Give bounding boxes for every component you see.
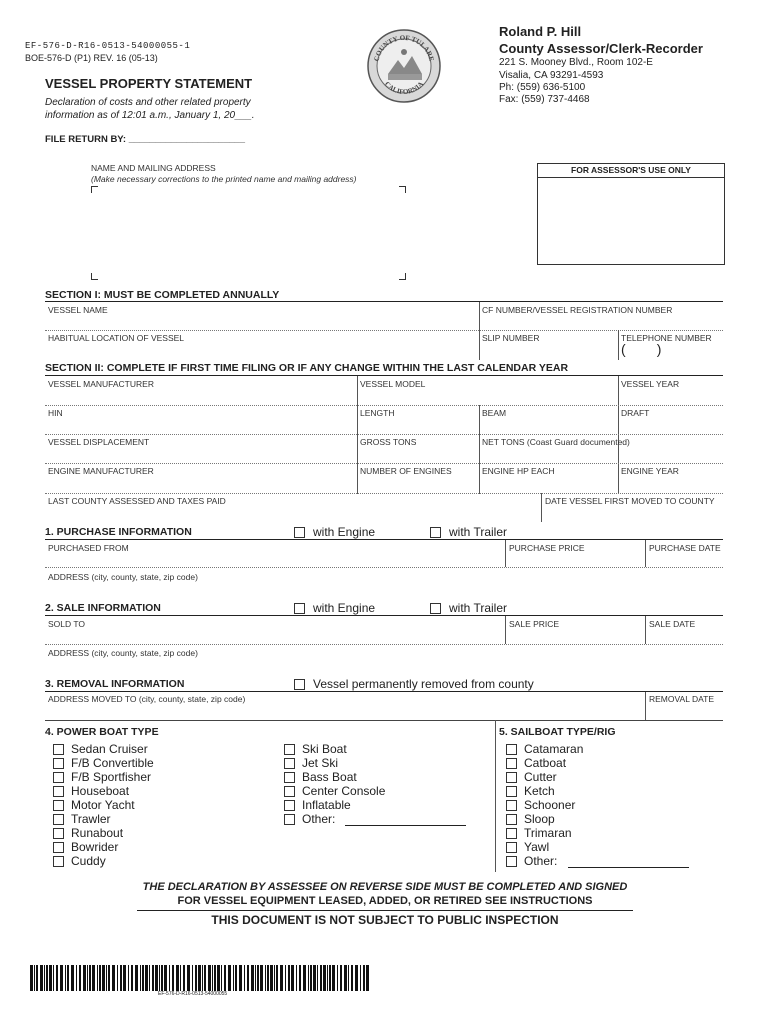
power-boat-b-label-2: Bass Boat bbox=[302, 770, 357, 784]
form-title: VESSEL PROPERTY STATEMENT bbox=[45, 76, 253, 91]
assessor-fax: Fax: (559) 737-4468 bbox=[499, 94, 590, 105]
draft-field[interactable] bbox=[621, 419, 723, 433]
boat-type-divider bbox=[495, 720, 496, 872]
form-code: EF-576-D-R16-0513-54000055-1 bbox=[25, 41, 191, 51]
vessel-name-field[interactable] bbox=[48, 316, 477, 330]
sold-to-field[interactable] bbox=[48, 630, 504, 643]
seal-top-text: COUNTY OF TULARE bbox=[372, 33, 436, 63]
moved-to-field[interactable] bbox=[48, 705, 644, 718]
purchase-date-field[interactable] bbox=[649, 553, 723, 566]
removal-title: 3. REMOVAL INFORMATION bbox=[45, 678, 185, 690]
moved-to-label: ADDRESS MOVED TO (city, county, state, zip code) bbox=[48, 694, 246, 704]
assessor-address-2: Visalia, CA 93291-4593 bbox=[499, 70, 604, 81]
power-boat-b-label-1: Jet Ski bbox=[302, 756, 339, 770]
purchase-with-engine-checkbox[interactable] bbox=[294, 527, 305, 538]
engine-year-label: ENGINE YEAR bbox=[621, 466, 679, 476]
sailboat-checkbox-4[interactable] bbox=[506, 800, 517, 811]
engine-hp-field[interactable] bbox=[482, 477, 618, 491]
sale-divider-b bbox=[645, 616, 646, 644]
sale-with-trailer-label: with Trailer bbox=[449, 601, 508, 615]
removal-rule bbox=[45, 691, 723, 692]
power-boat-a-checkbox-4[interactable] bbox=[53, 800, 64, 811]
assessor-name: Roland P. Hill bbox=[499, 24, 582, 39]
removed-from-county-checkbox[interactable] bbox=[294, 679, 305, 690]
section-2-row-1-rule bbox=[45, 405, 723, 406]
section-2-divider-a bbox=[357, 376, 358, 494]
purchase-divider-b bbox=[645, 540, 646, 567]
telephone-parens: ( ) bbox=[621, 341, 662, 357]
power-boat-a-checkbox-0[interactable] bbox=[53, 744, 64, 755]
section-1-row-rule bbox=[45, 330, 723, 331]
form-subtitle-2: information as of 12:01 a.m., January 1, 20___. bbox=[45, 110, 255, 121]
sale-with-trailer-checkbox[interactable] bbox=[430, 603, 441, 614]
removal-divider bbox=[645, 692, 646, 720]
purchase-address-label: ADDRESS (city, county, state, zip code) bbox=[48, 572, 198, 582]
engine-manufacturer-label: ENGINE MANUFACTURER bbox=[48, 466, 154, 476]
length-label: LENGTH bbox=[360, 408, 395, 418]
sailboat-checkbox-0[interactable] bbox=[506, 744, 517, 755]
section-2-divider-b bbox=[479, 405, 480, 494]
sailboat-other-line bbox=[568, 867, 689, 868]
sold-to-label: SOLD TO bbox=[48, 619, 86, 629]
number-of-engines-label: NUMBER OF ENGINES bbox=[360, 466, 452, 476]
sailboat-label-4: Schooner bbox=[524, 798, 576, 812]
purchase-price-field[interactable] bbox=[509, 553, 645, 566]
last-county-label: LAST COUNTY ASSESSED AND TAXES PAID bbox=[48, 496, 226, 506]
sale-price-field[interactable] bbox=[509, 630, 645, 643]
net-tons-label: NET TONS (Coast Guard documented) bbox=[482, 437, 630, 447]
mailing-address-field[interactable] bbox=[100, 190, 394, 268]
power-boat-b-label-4: Inflatable bbox=[302, 798, 351, 812]
sailboat-label-0: Catamaran bbox=[524, 742, 584, 756]
power-boat-a-checkbox-3[interactable] bbox=[53, 786, 64, 797]
mailing-address-note: (Make necessary corrections to the printed name and mailing address) bbox=[91, 174, 357, 184]
mailing-corner-bl bbox=[91, 273, 98, 280]
power-boat-b-label-0: Ski Boat bbox=[302, 742, 347, 756]
power-boat-a-label-6: Runabout bbox=[71, 826, 124, 840]
manufacturer-label: VESSEL MANUFACTURER bbox=[48, 379, 154, 389]
assessor-phone: Ph: (559) 636-5100 bbox=[499, 82, 586, 93]
sale-price-label: SALE PRICE bbox=[509, 619, 560, 629]
sale-date-label: SALE DATE bbox=[649, 619, 696, 629]
sale-address-field[interactable] bbox=[48, 659, 722, 672]
sailboat-title: 5. SAILBOAT TYPE/RIG bbox=[499, 726, 616, 738]
mailing-address-label: NAME AND MAILING ADDRESS bbox=[91, 163, 216, 173]
footer-public-inspection: THIS DOCUMENT IS NOT SUBJECT TO PUBLIC INSPECTION bbox=[211, 913, 559, 927]
engine-manufacturer-field[interactable] bbox=[48, 477, 357, 491]
purchased-from-label: PURCHASED FROM bbox=[48, 543, 129, 553]
gross-tons-field[interactable] bbox=[360, 448, 479, 462]
slip-number-label: SLIP NUMBER bbox=[482, 333, 540, 343]
vessel-year-field[interactable] bbox=[621, 390, 723, 404]
sailboat-checkbox-2[interactable] bbox=[506, 772, 517, 783]
sale-date-field[interactable] bbox=[649, 630, 723, 643]
power-boat-a-checkbox-7[interactable] bbox=[53, 842, 64, 853]
sailboat-label-8: Other: bbox=[524, 854, 558, 868]
county-seal-icon bbox=[366, 28, 442, 104]
power-boat-a-checkbox-8[interactable] bbox=[53, 856, 64, 867]
mailing-corner-tr bbox=[399, 186, 406, 193]
sale-title: 2. SALE INFORMATION bbox=[45, 602, 161, 614]
assessor-use-label: FOR ASSESSOR'S USE ONLY bbox=[538, 164, 724, 178]
section-2-divider-d bbox=[541, 493, 542, 522]
power-boat-a-checkbox-2[interactable] bbox=[53, 772, 64, 783]
power-boat-title: 4. POWER BOAT TYPE bbox=[45, 726, 159, 738]
model-label: VESSEL MODEL bbox=[360, 379, 426, 389]
purchase-divider-a bbox=[505, 540, 506, 567]
power-boat-a-label-5: Trawler bbox=[71, 812, 111, 826]
power-boat-a-checkbox-6[interactable] bbox=[53, 828, 64, 839]
power-boat-a-label-7: Bowrider bbox=[71, 840, 119, 854]
purchase-date-label: PURCHASE DATE bbox=[649, 543, 721, 553]
draft-label: DRAFT bbox=[621, 408, 650, 418]
section-2-row-3-rule bbox=[45, 463, 723, 464]
removed-from-county-label: Vessel permanently removed from county bbox=[313, 677, 534, 691]
sale-rule bbox=[45, 615, 723, 616]
power-boat-a-label-3: Houseboat bbox=[71, 784, 130, 798]
sale-row-rule bbox=[45, 644, 723, 645]
sale-with-engine-checkbox[interactable] bbox=[294, 603, 305, 614]
section-1-divider-a bbox=[479, 302, 480, 360]
power-boat-b-label-5: Other: bbox=[302, 812, 336, 826]
form-subtitle-1: Declaration of costs and other related property bbox=[45, 97, 251, 108]
sailboat-checkbox-6[interactable] bbox=[506, 828, 517, 839]
purchase-with-trailer-checkbox[interactable] bbox=[430, 527, 441, 538]
purchase-rule bbox=[45, 539, 723, 540]
section-2-title: SECTION II: COMPLETE IF FIRST TIME FILING OR IF ANY CHANGE WITHIN THE LAST CALENDAR YEAR bbox=[45, 362, 569, 374]
sailboat-label-6: Trimaran bbox=[524, 826, 572, 840]
beam-label: BEAM bbox=[482, 408, 507, 418]
power-boat-a-checkbox-1[interactable] bbox=[53, 758, 64, 769]
assessor-use-box bbox=[537, 163, 725, 265]
power-boat-b-checkbox-1[interactable] bbox=[284, 758, 295, 769]
vessel-year-label: VESSEL YEAR bbox=[621, 379, 680, 389]
sailboat-checkbox-1[interactable] bbox=[506, 758, 517, 769]
manufacturer-field[interactable] bbox=[48, 390, 357, 404]
footer-instructions: FOR VESSEL EQUIPMENT LEASED, ADDED, OR RETIRED SEE INSTRUCTIONS bbox=[177, 895, 593, 907]
power-boat-a-label-8: Cuddy bbox=[71, 854, 106, 868]
power-boat-b-checkbox-5[interactable] bbox=[284, 814, 295, 825]
habitual-location-label: HABITUAL LOCATION OF VESSEL bbox=[48, 333, 185, 343]
assessor-title: County Assessor/Clerk-Recorder bbox=[499, 41, 703, 56]
power-boat-b-checkbox-0[interactable] bbox=[284, 744, 295, 755]
power-boat-a-label-4: Motor Yacht bbox=[71, 798, 135, 812]
beam-field[interactable] bbox=[482, 419, 618, 433]
power-boat-b-label-3: Center Console bbox=[302, 784, 386, 798]
section-2-rule bbox=[45, 375, 723, 376]
power-boat-a-label-2: F/B Sportfisher bbox=[71, 770, 152, 784]
number-of-engines-field[interactable] bbox=[360, 477, 479, 491]
engine-hp-label: ENGINE HP EACH bbox=[482, 466, 555, 476]
purchase-row-rule bbox=[45, 567, 723, 568]
engine-year-field[interactable] bbox=[621, 477, 723, 491]
vessel-name-label: VESSEL NAME bbox=[48, 305, 108, 315]
purchase-with-engine-label: with Engine bbox=[313, 525, 376, 539]
telephone-label: TELEPHONE NUMBER bbox=[621, 333, 712, 343]
sailboat-checkbox-3[interactable] bbox=[506, 786, 517, 797]
model-field[interactable] bbox=[360, 390, 618, 404]
assessor-address-1: 221 S. Mooney Blvd., Room 102-E bbox=[499, 57, 653, 68]
removal-date-field[interactable] bbox=[649, 705, 723, 718]
section-1-divider-b bbox=[618, 330, 619, 360]
purchase-price-label: PURCHASE PRICE bbox=[509, 543, 585, 553]
power-boat-a-label-0: Sedan Cruiser bbox=[71, 742, 148, 756]
section-2-row-2-rule bbox=[45, 434, 723, 435]
footer-rule bbox=[137, 910, 633, 911]
sailboat-checkbox-5[interactable] bbox=[506, 814, 517, 825]
power-boat-b-checkbox-2[interactable] bbox=[284, 772, 295, 783]
power-boat-a-checkbox-5[interactable] bbox=[53, 814, 64, 825]
mailing-corner-br bbox=[399, 273, 406, 280]
sailboat-label-3: Ketch bbox=[524, 784, 555, 798]
footer-declaration: THE DECLARATION BY ASSESSEE ON REVERSE SIDE MUST BE COMPLETED AND SIGNED bbox=[142, 881, 628, 893]
displacement-field[interactable] bbox=[48, 448, 357, 462]
form-revision: BOE-576-D (P1) REV. 16 (05-13) bbox=[25, 53, 158, 63]
length-field[interactable] bbox=[360, 419, 479, 433]
sailboat-label-1: Catboat bbox=[524, 756, 567, 770]
section-2-row-4-rule bbox=[45, 493, 723, 494]
purchased-from-field[interactable] bbox=[48, 553, 504, 566]
sale-address-label: ADDRESS (city, county, state, zip code) bbox=[48, 648, 198, 658]
date-moved-label: DATE VESSEL FIRST MOVED TO COUNTY bbox=[545, 496, 715, 506]
displacement-label: VESSEL DISPLACEMENT bbox=[48, 437, 150, 447]
section-1-title: SECTION I: MUST BE COMPLETED ANNUALLY bbox=[45, 289, 280, 301]
file-return-by: FILE RETURN BY: ______________________ bbox=[45, 134, 245, 145]
date-moved-field[interactable] bbox=[545, 507, 723, 521]
sailboat-label-7: Yawl bbox=[524, 840, 550, 854]
power-boat-other-line bbox=[345, 825, 466, 826]
purchase-with-trailer-label: with Trailer bbox=[449, 525, 508, 539]
slip-number-field[interactable] bbox=[482, 344, 616, 358]
section-2-divider-c bbox=[618, 376, 619, 494]
barcode-icon bbox=[30, 965, 370, 991]
hin-label: HIN bbox=[48, 408, 63, 418]
sale-with-engine-label: with Engine bbox=[313, 601, 376, 615]
mailing-corner-tl bbox=[91, 186, 98, 193]
purchase-address-field[interactable] bbox=[48, 583, 722, 596]
cf-number-field[interactable] bbox=[482, 316, 721, 330]
power-boat-a-label-1: F/B Convertible bbox=[71, 756, 154, 770]
gross-tons-label: GROSS TONS bbox=[360, 437, 417, 447]
power-boat-b-checkbox-3[interactable] bbox=[284, 786, 295, 797]
hin-field[interactable] bbox=[48, 419, 357, 433]
purchase-title: 1. PURCHASE INFORMATION bbox=[45, 526, 192, 538]
section-1-rule bbox=[45, 301, 723, 302]
removal-date-label: REMOVAL DATE bbox=[649, 694, 715, 704]
sale-divider-a bbox=[505, 616, 506, 644]
cf-number-label: CF NUMBER/VESSEL REGISTRATION NUMBER bbox=[482, 305, 673, 315]
sailboat-label-2: Cutter bbox=[524, 770, 557, 784]
removal-bottom-rule bbox=[45, 720, 723, 721]
sailboat-label-5: Sloop bbox=[524, 812, 555, 826]
power-boat-b-checkbox-4[interactable] bbox=[284, 800, 295, 811]
habitual-location-field[interactable] bbox=[48, 344, 477, 358]
barcode-text: EF-576-D-R16-0513-54000055 bbox=[158, 991, 228, 997]
net-tons-field[interactable] bbox=[482, 448, 723, 462]
sailboat-checkbox-8[interactable] bbox=[506, 856, 517, 867]
seal-bottom-text: CALIFORNIA bbox=[382, 80, 426, 97]
sailboat-checkbox-7[interactable] bbox=[506, 842, 517, 853]
last-county-field[interactable] bbox=[48, 507, 540, 521]
